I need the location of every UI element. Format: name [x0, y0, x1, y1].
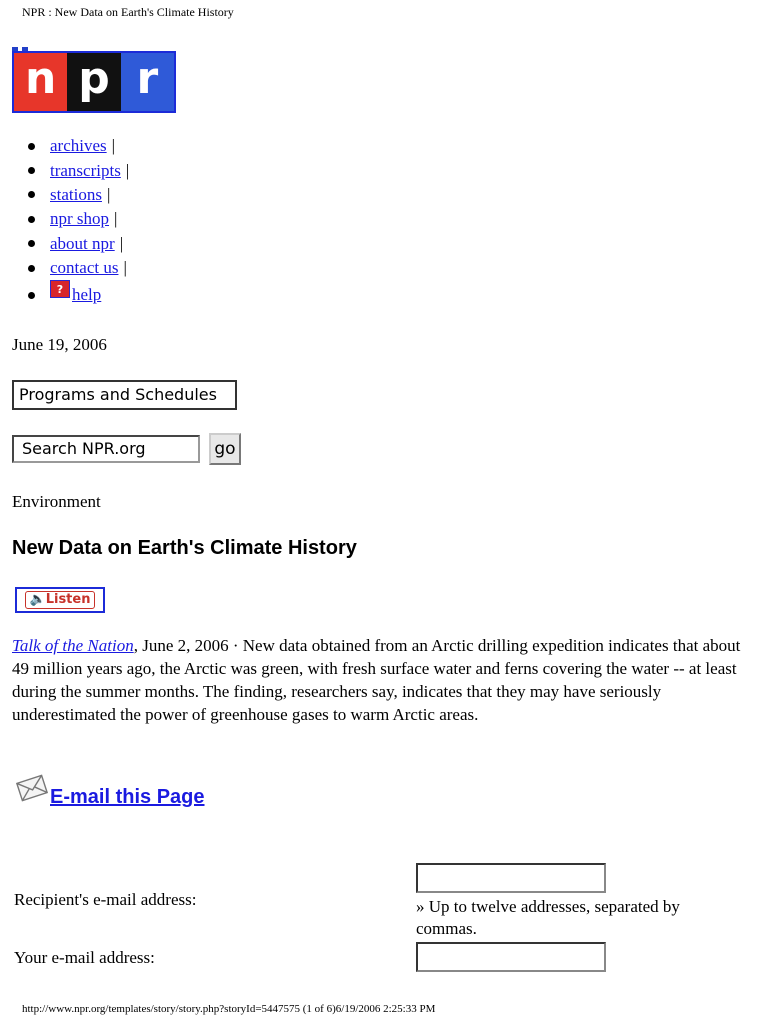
- print-header: NPR : New Data on Earth's Climate History: [22, 5, 234, 19]
- section-label: Environment: [12, 492, 101, 511]
- npr-logo[interactable]: [12, 51, 176, 113]
- story-text: New data obtained from an Arctic drilling expedition indicates that about 49 million years ago, the Arctic was green, with fresh surface water and ferns covering the water -- at least during the summer months. The finding, researchers say, indicates that they may have seriously underestimated the power of greenhouse gases to warm Arctic areas.: [12, 636, 741, 724]
- your-email-field[interactable]: [416, 942, 606, 972]
- nav-link-npr-shop[interactable]: npr shop: [50, 209, 110, 229]
- nav-link-about-npr[interactable]: about npr: [50, 233, 115, 253]
- nav-link-stations[interactable]: stations: [50, 184, 102, 204]
- nav-separator: |: [123, 258, 127, 278]
- nav-link-contact-us[interactable]: contact us: [50, 258, 119, 278]
- logo-letter-n: n: [14, 53, 67, 111]
- nav-item-contact-us: [28, 256, 129, 280]
- program-link[interactable]: Talk of the Nation: [12, 636, 134, 655]
- speaker-icon: 🔈: [29, 592, 46, 607]
- programs-select[interactable]: Programs and Schedules: [12, 380, 237, 410]
- nav-item-npr-shop: [28, 207, 129, 231]
- utility-nav: [28, 134, 129, 310]
- story-teaser: [12, 634, 752, 726]
- recipient-email-label: Recipient's e-mail address:: [14, 890, 197, 909]
- nav-item-archives: [28, 134, 129, 158]
- recipient-hint: » Up to twelve addresses, separated by commas.: [416, 897, 680, 938]
- nav-separator: |: [125, 160, 130, 180]
- envelope-icon: [14, 770, 50, 806]
- nav-item-stations: [28, 183, 129, 207]
- bullet-icon: [28, 292, 35, 299]
- email-page-link[interactable]: E-mail this Page: [50, 786, 205, 808]
- bullet-icon: [28, 265, 35, 272]
- nav-separator: |: [106, 184, 111, 204]
- search-input[interactable]: Search NPR.org: [12, 435, 200, 463]
- bullet-icon: [28, 216, 35, 223]
- bullet-icon: [28, 143, 35, 150]
- nav-link-transcripts[interactable]: transcripts: [50, 160, 121, 180]
- bullet-icon: [28, 191, 35, 198]
- nav-link-archives[interactable]: archives: [50, 136, 107, 156]
- logo-letter-p: p: [67, 53, 120, 111]
- bullet-icon: [28, 167, 35, 174]
- listen-button[interactable]: [15, 587, 105, 613]
- bullet-icon: [28, 240, 35, 247]
- nav-separator: |: [119, 233, 124, 253]
- your-email-label: Your e-mail address:: [14, 948, 155, 967]
- listen-label-box: [25, 591, 96, 609]
- story-dateline: , June 2, 2006 ·: [133, 636, 243, 655]
- nav-separator: |: [114, 209, 118, 229]
- print-footer: http://www.npr.org/templates/story/story.php?storyId=5447575 (1 of 6)6/19/2006 2:25:33 PM: [22, 1003, 436, 1015]
- search-go-button[interactable]: go: [209, 433, 241, 465]
- nav-item-about-npr: [28, 232, 129, 256]
- help-icon[interactable]: ?: [50, 280, 70, 298]
- nav-item-transcripts: [28, 158, 129, 182]
- page-date: June 19, 2006: [12, 335, 107, 354]
- nav-link-help[interactable]: help: [72, 285, 102, 305]
- page-title: New Data on Earth's Climate History: [12, 537, 357, 559]
- listen-label: Listen: [45, 592, 91, 607]
- nav-item-help: [28, 280, 129, 310]
- recipient-email-field[interactable]: [416, 863, 606, 893]
- logo-letter-r: r: [121, 53, 174, 111]
- nav-separator: |: [111, 136, 116, 156]
